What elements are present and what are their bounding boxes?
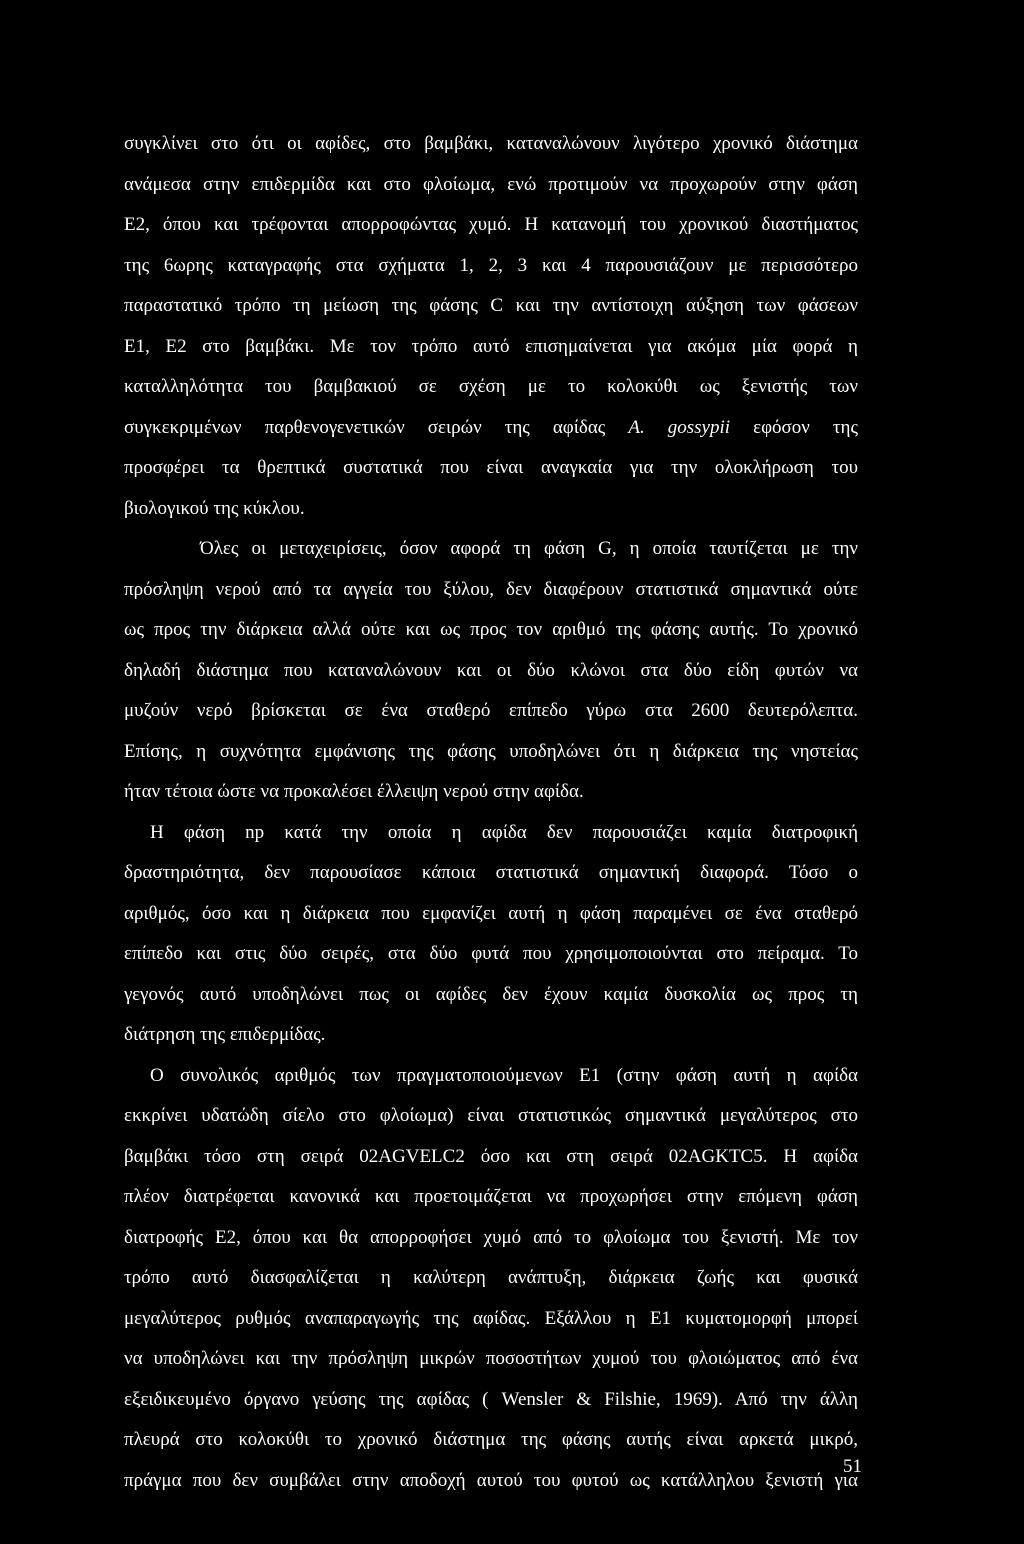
text-line: διατροφής Ε2, όπου και θα απορροφήσει χυμό από το φλοίωμα του ξενιστή. Με τον xyxy=(124,1226,858,1248)
text-line: να υποδηλώνει και την πρόσληψη μικρών ποσοστήτων χυμού του φλοιώματος από ένα xyxy=(124,1348,858,1369)
text-line: βιολογικού της κύκλου. xyxy=(124,497,305,519)
text-line: αριθμός, όσο και η διάρκεια που εμφανίζει αυτή η φάση παραμένει σε ένα σταθερό xyxy=(124,902,858,924)
text-line: πρόσληψη νερού από τα αγγεία του ξύλου, δεν διαφέρουν στατιστικά σημαντικά ούτε xyxy=(124,578,858,600)
text-line: δραστηριότητα, δεν παρουσίασε κάποια στατιστικά σημαντική διαφορά. Τόσο ο xyxy=(124,862,858,883)
text-segment: συγκεκριμένων παρθενογενετικών σειρών της αφίδας xyxy=(124,416,606,438)
text-line: επίπεδο και στις δύο σειρές, στα δύο φυτά που χρησιμοποιούνται στο πείραμα. Το xyxy=(124,943,858,964)
text-line: γεγονός αυτό υποδηλώνει πως οι αφίδες δεν έχουν καμία δυσκολία ως προς τη xyxy=(124,983,858,1005)
text-line: προσφέρει τα θρεπτικά συστατικά που είναι αναγκαία για την ολοκλήρωση του xyxy=(124,457,858,478)
paragraph-start: Ο συνολικός αριθμός των πραγματοποιούμενων Ε1 (στην φάση αυτή η αφίδα xyxy=(150,1064,858,1086)
text-line: διάτρηση της επιδερμίδας. xyxy=(124,1024,326,1045)
text-line: μεγαλύτερος ρυθμός αναπαραγωγής της αφίδας. Εξάλλου η Ε1 κυματομορφή μπορεί xyxy=(124,1307,858,1329)
text-line: παραστατικό τρόπο τη μείωση της φάσης C και την αντίστοιχη αύξηση των φάσεων xyxy=(124,295,858,316)
page-number: 51 xyxy=(843,1456,862,1477)
text-line: Ε1, Ε2 στο βαμβάκι. Με τον τρόπο αυτό επισημαίνεται για ακόμα μία φορά η xyxy=(124,335,858,357)
text-line: μυζούν νερό βρίσκεται σε ένα σταθερό επίπεδο γύρω στα 2600 δευτερόλεπτα. xyxy=(124,700,858,721)
text-line: πλευρά στο κολοκύθι το χρονικό διάστημα της φάσης αυτής είναι αρκετά μικρό, xyxy=(124,1429,858,1450)
text-line: καταλληλότητα του βαμβακιού σε σχέση με το κολοκύθι ως ξενιστής των xyxy=(124,376,858,397)
text-line: Επίσης, η συχνότητα εμφάνισης της φάσης υποδηλώνει ότι η διάρκεια της νηστείας xyxy=(124,740,858,762)
text-line: συγκλίνει στο ότι οι αφίδες, στο βαμβάκι, καταναλώνουν λιγότερο χρονικό διάστημα xyxy=(124,133,858,154)
text-line: πράγμα που δεν συμβάλει στην αποδοχή αυτού του φυτού ως κατάλληλου ξενιστή για xyxy=(124,1469,858,1491)
paragraph-start: Η φάση np κατά την οποία η αφίδα δεν παρουσιάζει καμία διατροφική xyxy=(150,821,858,843)
text-line: εξειδικευμένο όργανο γεύσης της αφίδας ( Wensler & Filshie, 1969). Από την άλλη xyxy=(124,1388,858,1410)
text-line: Ε2, όπου και τρέφονται απορροφώντας χυμό. Η κατανομή του χρονικού διαστήματος xyxy=(124,214,858,235)
text-line: βαμβάκι τόσο στη σειρά 02AGVELC2 όσο και στη σειρά 02AGKTC5. Η αφίδα xyxy=(124,1145,858,1167)
text-line: πλέον διατρέφεται κανονικά και προετοιμάζεται να προχωρήσει στην επόμενη φάση xyxy=(124,1186,858,1207)
text-line: ως προς την διάρκεια αλλά ούτε και ως προς τον αριθμό της φάσης αυτής. Το χρονικό xyxy=(124,619,858,640)
text-line: εκκρίνει υδατώδη σίελο στο φλοίωμα) είναι στατιστικώς σημαντικά μεγαλύτερος στο xyxy=(124,1105,858,1126)
text-line: δηλαδή διάστημα που καταναλώνουν και οι δύο κλώνοι στα δύο είδη φυτών να xyxy=(124,659,858,681)
text-line-with-species xyxy=(124,408,858,449)
text-line: ήταν τέτοια ώστε να προκαλέσει έλλειψη νερού στην αφίδα. xyxy=(124,781,584,802)
text-line: της 6ωρης καταγραφής στα σχήματα 1, 2, 3 και 4 παρουσιάζουν με περισσότερο xyxy=(124,254,858,276)
body-text xyxy=(124,124,858,1501)
text-line: ανάμεσα στην επιδερμίδα και στο φλοίωμα, ενώ προτιμούν να προχωρούν στην φάση xyxy=(124,173,858,195)
paragraph-start: Όλες οι μεταχειρίσεις, όσον αφορά τη φάση G, η οποία ταυτίζεται με την xyxy=(200,538,858,559)
species-name: A. gossypii xyxy=(628,416,731,438)
text-line: τρόπο αυτό διασφαλίζεται η καλύτερη ανάπτυξη, διάρκεια ζωής και φυσικά xyxy=(124,1267,858,1288)
text-segment: εφόσον της xyxy=(753,416,859,438)
